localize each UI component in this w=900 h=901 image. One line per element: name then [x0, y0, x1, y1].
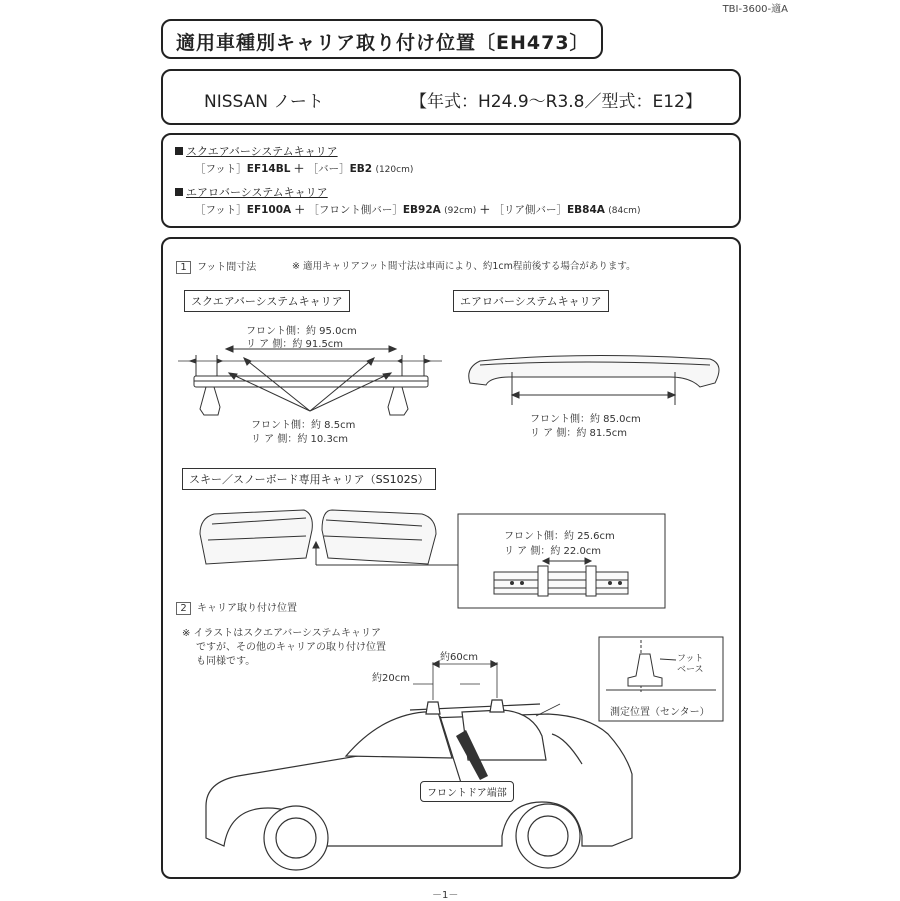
base-label: ベース [677, 665, 704, 675]
distance-20cm: 約20cm [372, 673, 410, 684]
aero-carrier-heading: エアロバーシステムキャリア [175, 184, 328, 200]
page-number: －1－ [432, 890, 459, 901]
ski-rear-dimension: リ ア 側：約 22.0cm [504, 546, 602, 557]
document-code: TBI-3600-適A [722, 4, 788, 15]
square-outer-front: フロント側：約 95.0cm [246, 326, 357, 337]
section2-number: 2 [176, 602, 191, 615]
square-carrier-label: スクエアバーシステムキャリア [184, 290, 350, 312]
section1-number: 1 [176, 261, 191, 274]
aero-carrier-parts: ［フット］EF100A ＋ ［フロント側バー］EB92A (92cm) ＋ ［リア側バー］EB84A (84cm) [195, 204, 641, 216]
section1-note: ※ 適用キャリアフット間寸法は車両により、約1cm程前後する場合があります。 [292, 261, 636, 272]
foot-label: フット [677, 654, 704, 664]
distance-60cm: 約60cm [440, 652, 478, 663]
vehicle-spec: 【年式：H24.9〜R3.8／型式：E12】 [410, 92, 702, 112]
front-door-label: フロントドア端部 [420, 781, 514, 802]
square-inner-front: フロント側：約 8.5cm [251, 420, 356, 431]
section2-heading [176, 599, 297, 615]
section2-title: キャリア取り付け位置 [197, 603, 297, 614]
section2-note-line2: ですが、その他のキャリアの取り付け位置 [196, 642, 386, 653]
vehicle-name: NISSAN ノート [204, 92, 324, 112]
section1-heading [176, 258, 256, 274]
section1-title: フット間寸法 [197, 262, 257, 273]
square-outer-rear: リ ア 側：約 91.5cm [246, 339, 344, 350]
car-illustration [206, 661, 632, 870]
ski-carrier-illustration [200, 510, 665, 608]
square-carrier-parts: ［フット］EF14BL ＋ ［バー］EB2 (120cm) [195, 163, 414, 175]
square-inner-rear: リ ア 側：約 10.3cm [251, 434, 349, 445]
section2-note-line3: も同様です。 [196, 656, 256, 667]
measure-position-label: 測定位置（センター） [610, 707, 710, 718]
page-title: 適用車種別キャリア取り付け位置〔EH473〕 [176, 32, 590, 54]
aero-carrier-illustration [469, 355, 719, 405]
aero-carrier-label: エアロバーシステムキャリア [453, 290, 609, 312]
square-carrier-heading: スクエアバーシステムキャリア [175, 143, 338, 159]
aero-rear-dimension: リ ア 側：約 81.5cm [530, 428, 628, 439]
section2-note-line1: ※ イラストはスクエアバーシステムキャリア [182, 628, 382, 639]
aero-front-dimension: フロント側：約 85.0cm [530, 414, 641, 425]
ski-carrier-label: スキー／スノーボード専用キャリア（SS102S） [182, 468, 436, 490]
square-carrier-illustration [178, 346, 442, 415]
ski-front-dimension: フロント側：約 25.6cm [504, 531, 615, 542]
